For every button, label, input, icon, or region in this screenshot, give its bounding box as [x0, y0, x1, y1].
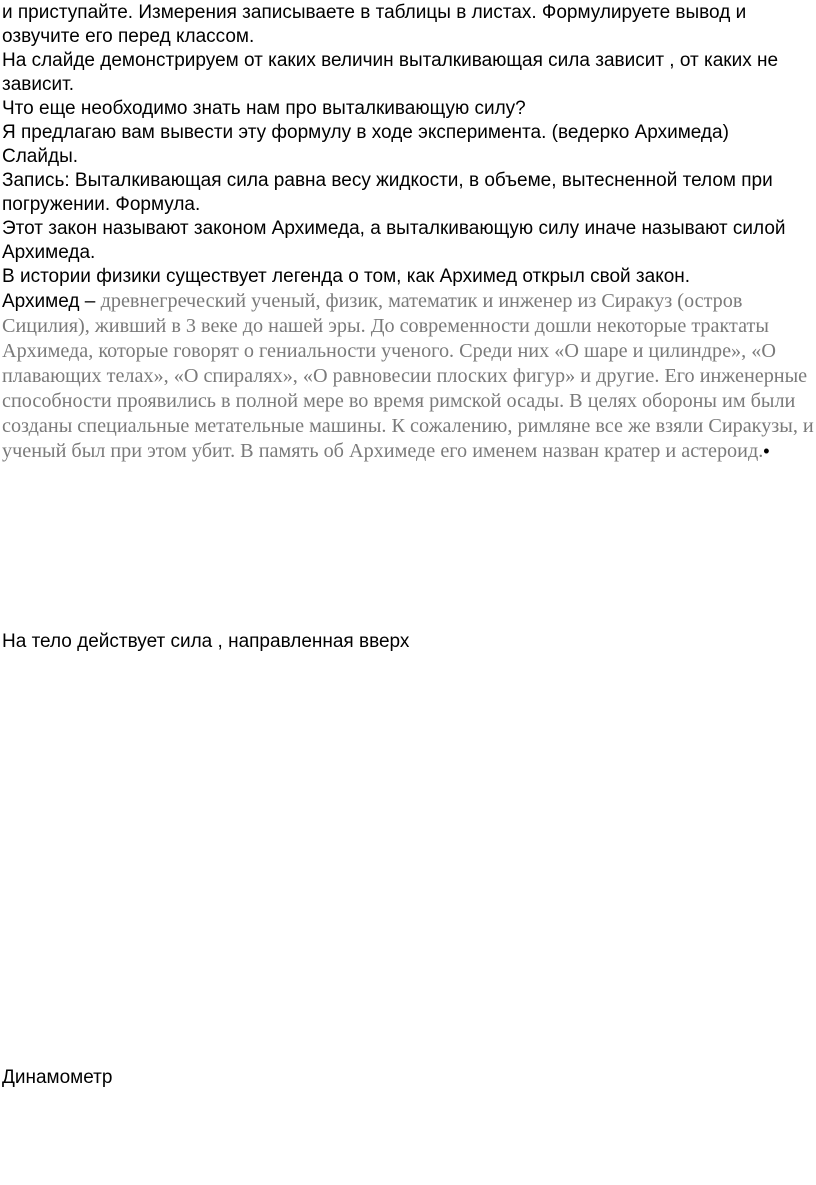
archimedes-bio — [2, 289, 814, 464]
paragraph-measurements: и приступайте. Измерения записываете в таблицы в листах. Формулируете вывод и озвучите его перед классом. — [2, 2, 747, 47]
archimedes-description: древнегреческий ученый, физик, математик и инженер из Сиракуз (остров Сицилия), живший в 3 веке до нашей эры. До современности дошли некоторые трактаты Архимеда, которые говорят о гениальности ученого. Среди них «О шаре и цилиндре», «О плавающих телах», «О спиралях», «О равновесии плоских фигур» и другие. Его инженерные способности проявились в полной мере во время римской осады. В целях обороны им были созданы специальные метательные машины. К сожалению, римляне все же взяли Сиракузы, и ученый был при этом убит. В память об Архимеде его именем назван кратер и астероид. — [2, 290, 814, 462]
lesson-text — [0, 1, 816, 464]
paragraph-slides: Слайды. — [2, 146, 79, 167]
paragraph-slide-dependencies: На слайде демонстрируем от каких величин выталкивающая сила зависит , от каких не зависит. — [2, 50, 779, 95]
paragraph-experiment: Я предлагаю вам вывести эту формулу в ходе эксперимента. (ведерко Архимеда) — [2, 122, 729, 143]
archimedes-dash: – — [79, 291, 101, 312]
paragraph-record: Запись: Выталкивающая сила равна весу жидкости, в объеме, вытесненной телом при погружении. Формула. — [2, 170, 773, 215]
bullet-mark: • — [763, 441, 770, 461]
force-caption: На тело действует сила , направленная вверх — [2, 631, 410, 652]
paragraph-legend: В истории физики существует легенда о том, как Архимед открыл свой закон. — [2, 266, 691, 287]
paragraph-archimedes-law: Этот закон называют законом Архимеда, а выталкивающую силу иначе называют силой Архимеда. — [2, 218, 786, 263]
paragraph-question: Что еще необходимо знать нам про выталкивающую силу? — [2, 98, 526, 119]
archimedes-term: Архимед — [2, 291, 80, 312]
dynamometer-caption: Динамометр — [2, 1067, 113, 1088]
